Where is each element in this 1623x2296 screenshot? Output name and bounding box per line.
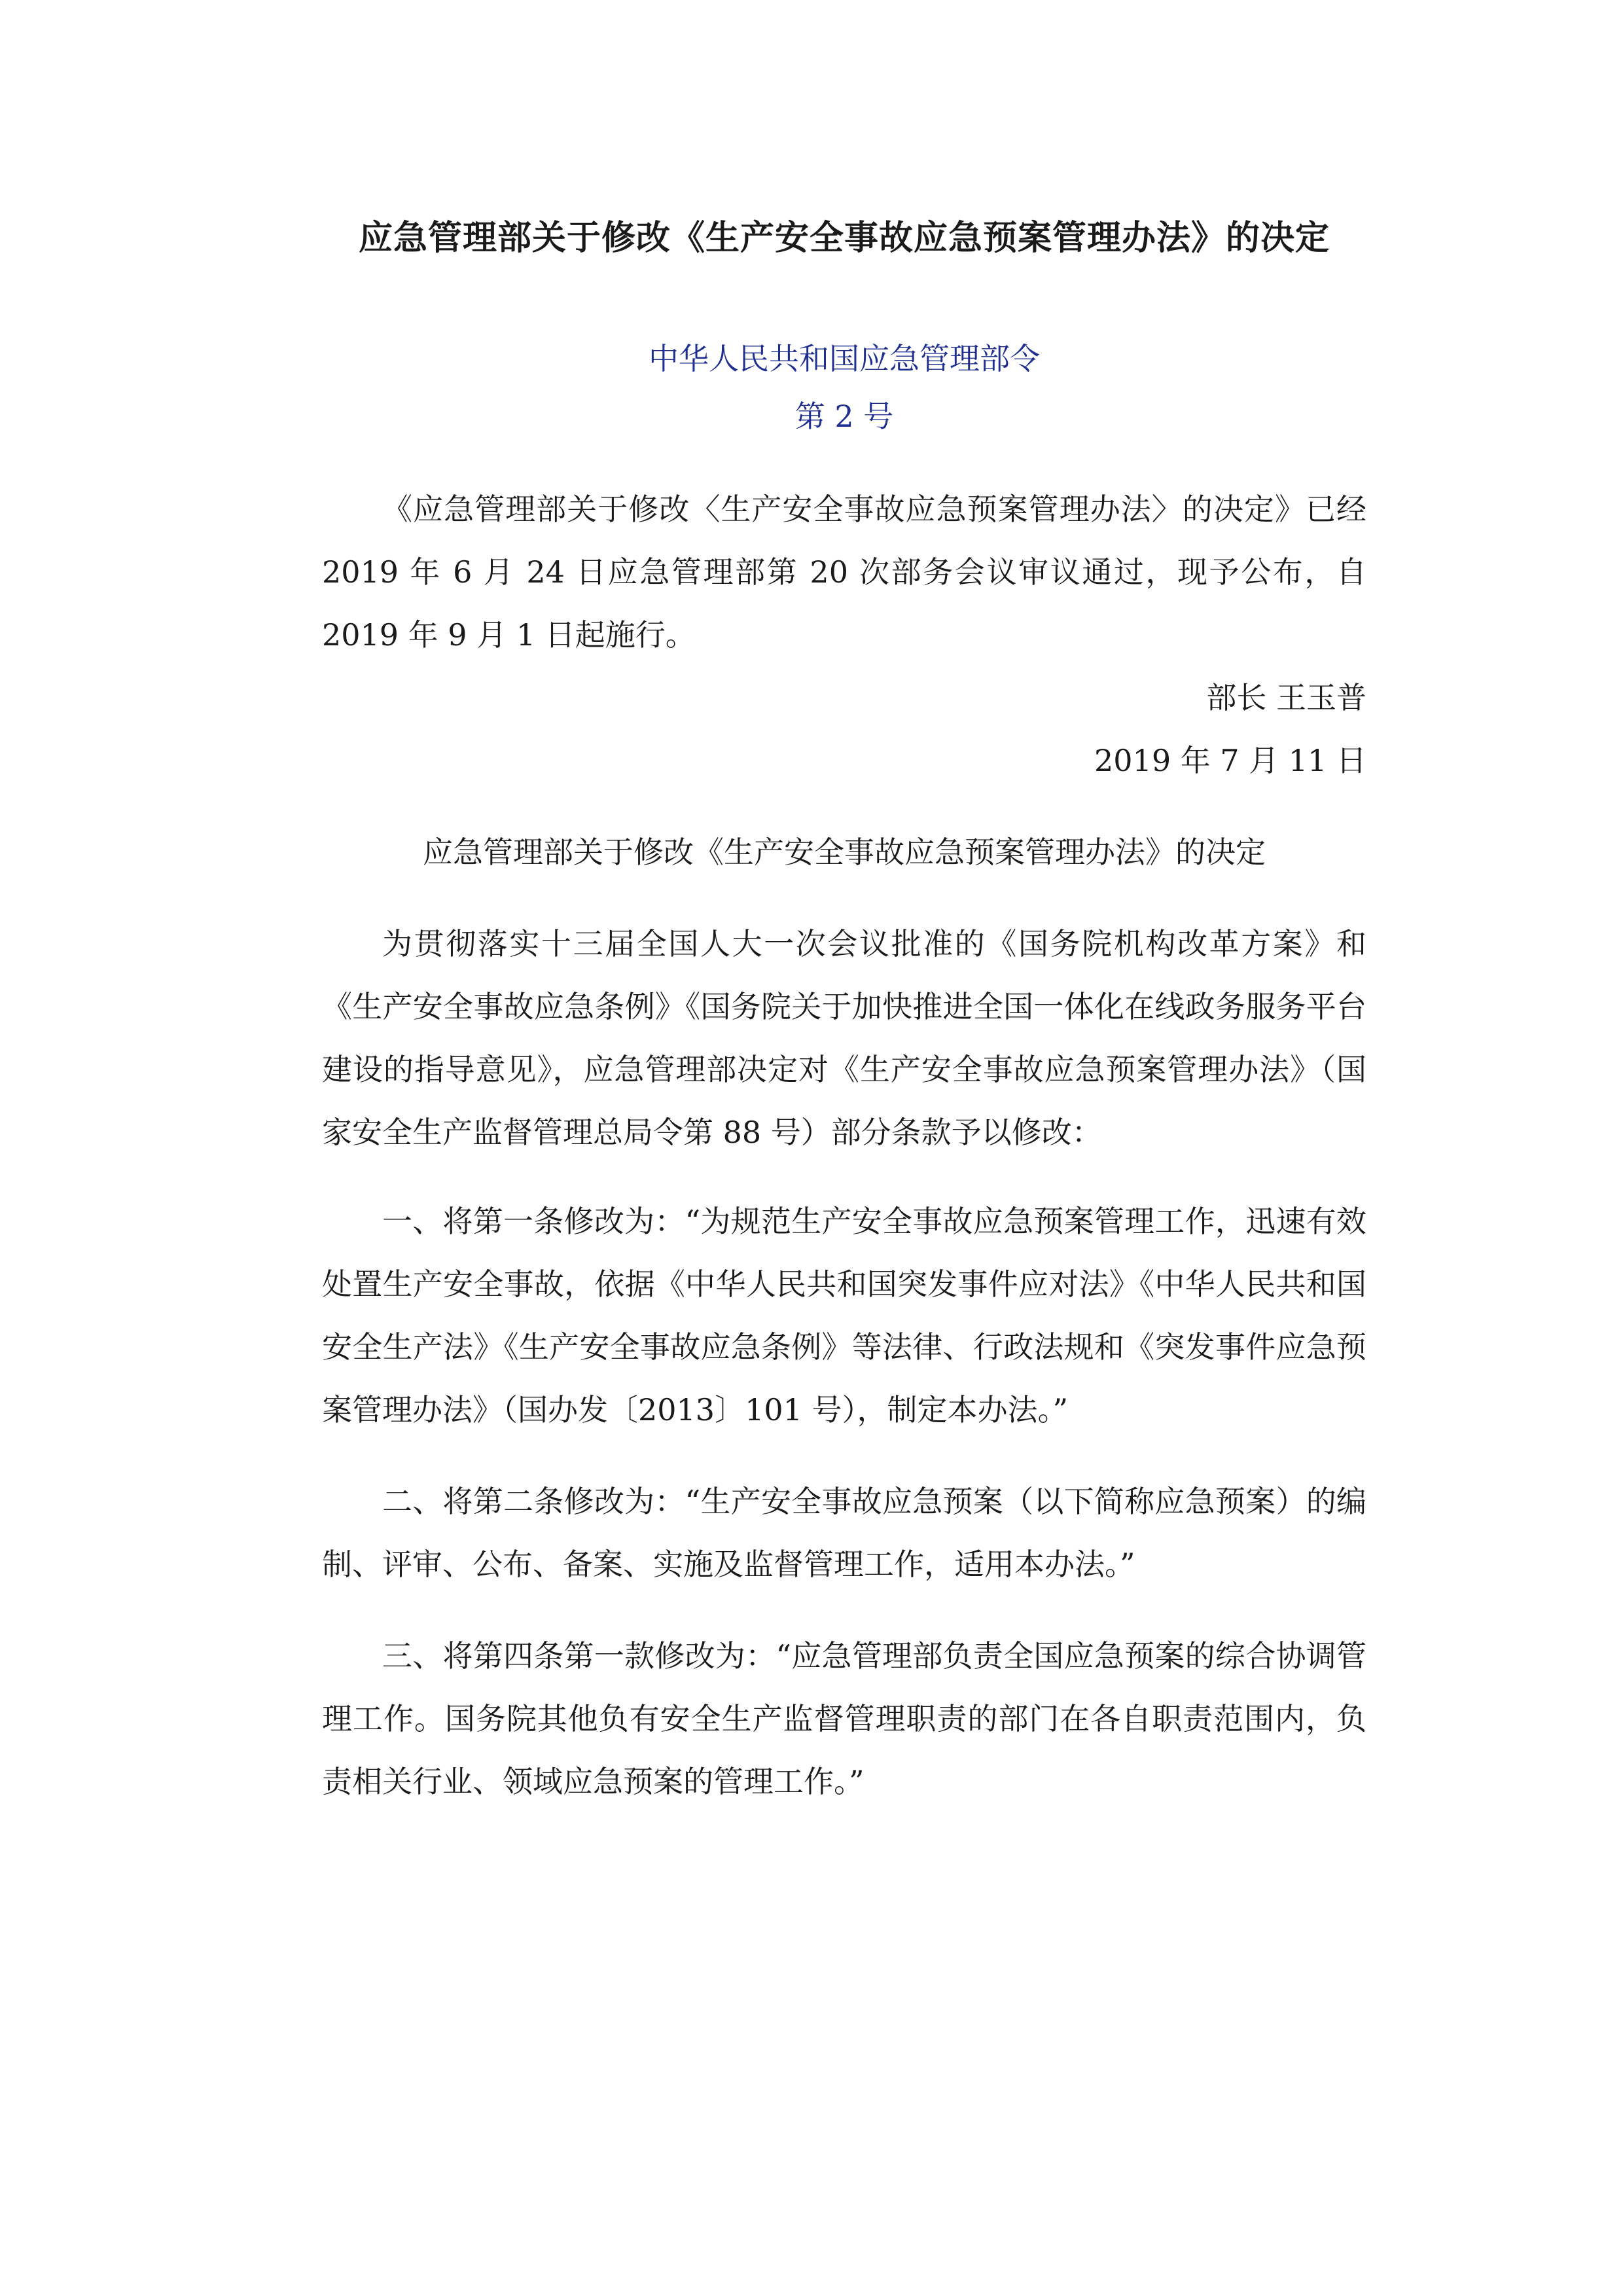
signature-date: 2019 年 7 月 11 日 — [1094, 743, 1366, 778]
clause-paragraph: 三、将第四条第一款修改为：“应急管理部负责全国应急预案的综合协调管理工作。国务院其他负有安全生产监督管理职责的部门在各自职责范围内，负责相关行业、领域应急预案的管理工作。” — [322, 1638, 1366, 1799]
document-body — [322, 209, 1366, 1842]
decision-subtitle: 应急管理部关于修改《生产安全事故应急预案管理办法》的决定 — [423, 834, 1266, 870]
intro-paragraph: 《应急管理部关于修改〈生产安全事故应急预案管理办法〉的决定》已经 2019 年 6 月 24 日应急管理部第 20 次部务会议审议通过，现予公布，自 2019 年 9 月 1 日起施行。 — [322, 492, 1366, 653]
order-title: 中华人民共和国应急管理部令 — [649, 341, 1040, 376]
signature: 部长 王玉普 — [1206, 680, 1366, 715]
clause-paragraph: 一、将第一条修改为：“为规范生产安全事故应急预案管理工作，迅速有效处置生产安全事故，依据《中华人民共和国突发事件应对法》《中华人民共和国安全生产法》《生产安全事故应急条例》等法律、行政法规和《突发事件应急预案管理办法》（国办发〔2013〕101 号），制定本办法。” — [322, 1204, 1366, 1427]
clause-paragraph: 二、将第二条修改为：“生产安全事故应急预案（以下简称应急预案）的编制、评审、公布、备案、实施及监督管理工作，适用本办法。” — [322, 1484, 1366, 1582]
preamble-paragraph: 为贯彻落实十三届全国人大一次会议批准的《国务院机构改革方案》和《生产安全事故应急条例》《国务院关于加快推进全国一体化在线政务服务平台建设的指导意见》，应急管理部决定对《生产安全事故应急预案管理办法》（国家安全生产监督管理总局令第 88 号）部分条款予以修改： — [322, 926, 1366, 1150]
document-title: 应急管理部关于修改《生产安全事故应急预案管理办法》的决定 — [358, 218, 1330, 258]
order-number: 第 2 号 — [794, 399, 894, 434]
